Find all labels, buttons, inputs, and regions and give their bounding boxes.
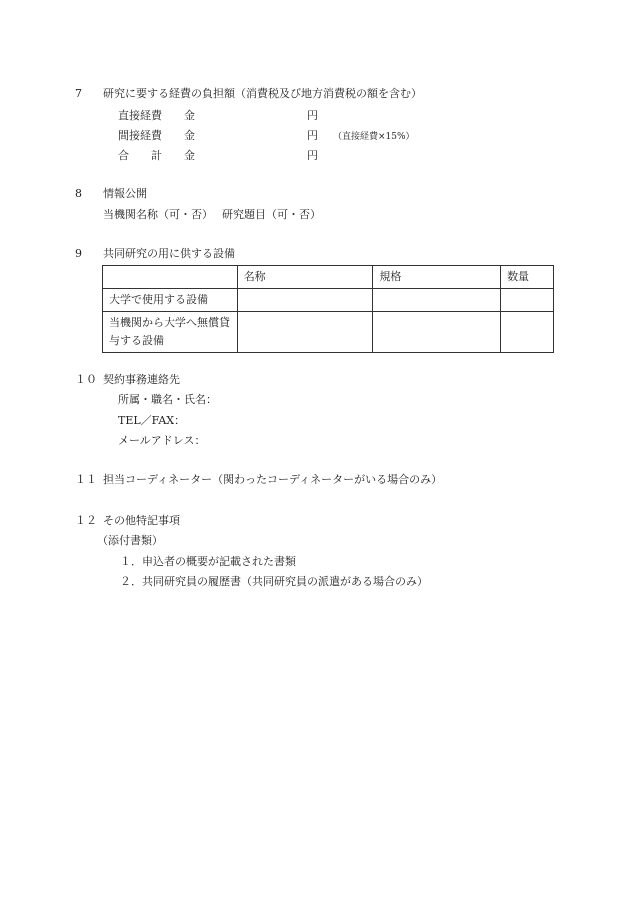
- section-7-title: 研究に要する経費の負担額（消費税及び地方消費税の額を含む）: [103, 87, 422, 100]
- indirect-cost-label: 間接経費: [118, 129, 162, 142]
- section-8-title: 情報公開: [103, 187, 147, 200]
- contact-email: メールアドレス：: [118, 434, 206, 447]
- direct-cost-label: 直接経費: [118, 109, 162, 122]
- direct-cost-kin: 金: [184, 109, 195, 122]
- section-8-number: 8: [75, 187, 82, 200]
- direct-cost-yen: 円: [307, 109, 318, 122]
- section-10-title: 契約事務連絡先: [103, 373, 180, 386]
- header-spec: 規格: [373, 266, 501, 289]
- table-row: [103, 312, 554, 353]
- row-name: [237, 289, 373, 312]
- contact-tel-fax: TEL／FAX：: [118, 414, 186, 427]
- indirect-cost-kin: 金: [184, 129, 195, 142]
- header-blank-cell: [103, 266, 238, 289]
- section-11-number: １１: [75, 473, 97, 486]
- row-spec: [373, 289, 501, 312]
- table-row: [103, 289, 554, 312]
- attachments-heading: （添付書類）: [97, 534, 163, 547]
- total-cost-kin: 金: [184, 149, 195, 162]
- disclosure-line: 当機関名称（可・否） 研究題目（可・否）: [103, 208, 321, 221]
- section-12-number: １２: [75, 514, 97, 527]
- section-11-title: 担当コーディネーター（関わったコーディネーターがいる場合のみ）: [103, 473, 443, 486]
- header-qty: 数量: [501, 266, 554, 289]
- section-10-number: １０: [75, 373, 97, 386]
- section-12-title: その他特記事項: [103, 514, 180, 527]
- total-cost-yen: 円: [307, 149, 318, 162]
- indirect-cost-note: （直接経費×15%）: [333, 132, 415, 142]
- total-cost-label: 合 計: [118, 149, 162, 162]
- section-9-number: 9: [75, 247, 82, 260]
- attachment-item-1: １．申込者の概要が記載された書類: [120, 555, 296, 568]
- equipment-table-header: [103, 266, 554, 289]
- row-label: 当機関から大学へ無償貸与する設備: [103, 312, 238, 353]
- attachment-item-2: ２．共同研究員の履歴書（共同研究員の派遣がある場合のみ）: [120, 575, 428, 588]
- equipment-table: [102, 265, 554, 353]
- row-qty: [501, 289, 554, 312]
- header-name: 名称: [237, 266, 373, 289]
- contact-affiliation: 所属・職名・氏名：: [118, 393, 217, 406]
- row-qty: [501, 312, 554, 353]
- row-name: [237, 312, 373, 353]
- section-7-number: 7: [75, 87, 82, 100]
- row-spec: [373, 312, 501, 353]
- section-9-title: 共同研究の用に供する設備: [103, 247, 235, 260]
- indirect-cost-yen: 円: [307, 129, 318, 142]
- row-label: 大学で使用する設備: [103, 289, 238, 312]
